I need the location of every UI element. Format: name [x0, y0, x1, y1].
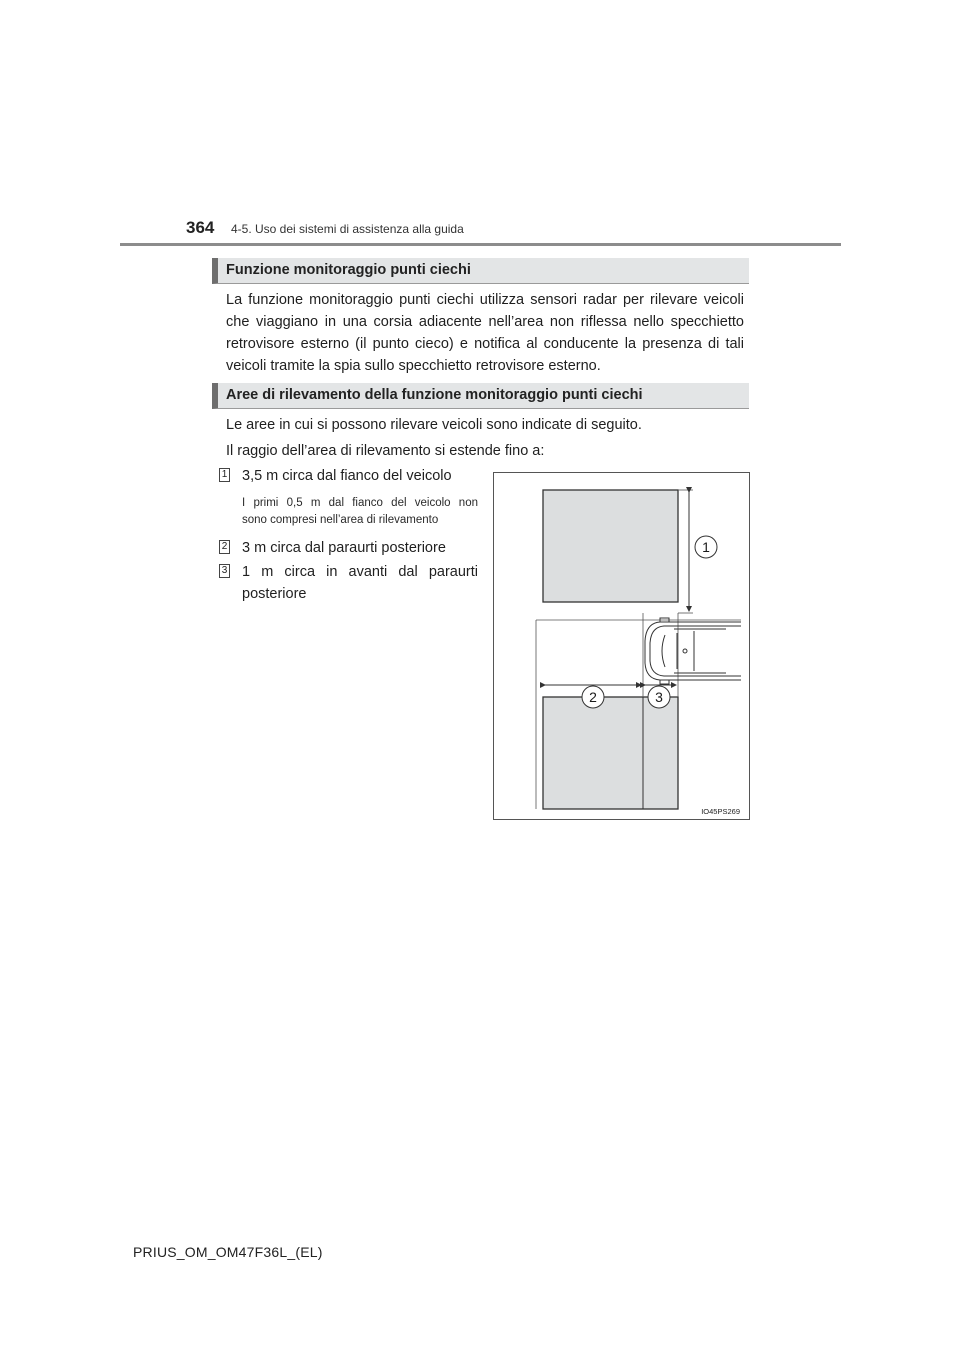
- callout-2-label: 2: [589, 689, 597, 705]
- item-2-text: 3 m circa dal paraurti posteriore: [242, 540, 446, 556]
- note-line: I primi 0,5 m dal fianco del veicolo non: [242, 497, 478, 509]
- section-body-paragraph: [226, 289, 744, 377]
- header-divider: [120, 243, 841, 246]
- figure-code: IO45PS269: [701, 807, 740, 816]
- callout-1-label: 1: [702, 539, 710, 555]
- item-3-text: [242, 561, 478, 605]
- section-heading-detection-areas: [212, 383, 749, 409]
- paragraph-line: La funzione monitoraggio punti ciechi utilizza sensori radar per rilevare veicoli: [226, 292, 744, 308]
- range-intro-text: Il raggio dell’area di rilevamento si estende fino a:: [226, 443, 545, 459]
- section-heading-blind-spot-monitor: [212, 258, 749, 284]
- vehicle-outline: [645, 618, 741, 684]
- section-breadcrumb: 4-5. Uso dei sistemi di assistenza alla guida: [231, 222, 464, 236]
- detection-intro-text: Le aree in cui si possono rilevare veicoli sono indicate di seguito.: [226, 417, 642, 433]
- item-marker-1: 1: [219, 468, 230, 482]
- item-1-text: 3,5 m circa dal fianco del veicolo: [242, 468, 452, 484]
- section-heading-text: Funzione monitoraggio punti ciechi: [226, 262, 471, 278]
- detection-area-diagram: [493, 472, 750, 820]
- page-number: 364: [186, 218, 215, 237]
- item-3-line: posteriore: [242, 586, 307, 602]
- paragraph-line: che viaggiano in una corsia adiacente nell’area non riflessa nello specchietto: [226, 314, 744, 330]
- note-line: sono compresi nell’area di rilevamento: [242, 514, 439, 526]
- callout-3-label: 3: [655, 689, 663, 705]
- rear-detection-zone: [543, 697, 678, 809]
- section-heading-text: Aree di rilevamento della funzione monitoraggio punti ciechi: [226, 387, 643, 403]
- side-detection-zone: [543, 490, 678, 602]
- item-marker-3: 3: [219, 564, 230, 578]
- document-id: PRIUS_OM_OM47F36L_(EL): [133, 1244, 323, 1260]
- paragraph-line: retrovisore esterno (il punto cieco) e notifica al conducente la presenza di tali: [226, 336, 744, 352]
- item-marker-2: 2: [219, 540, 230, 554]
- item-1-note: [242, 495, 478, 529]
- detection-area-drawing: [494, 473, 750, 820]
- paragraph-line: veicoli tramite la spia sullo specchietto retrovisore esterno.: [226, 358, 601, 374]
- item-3-line: 1 m circa in avanti dal paraurti: [242, 564, 478, 580]
